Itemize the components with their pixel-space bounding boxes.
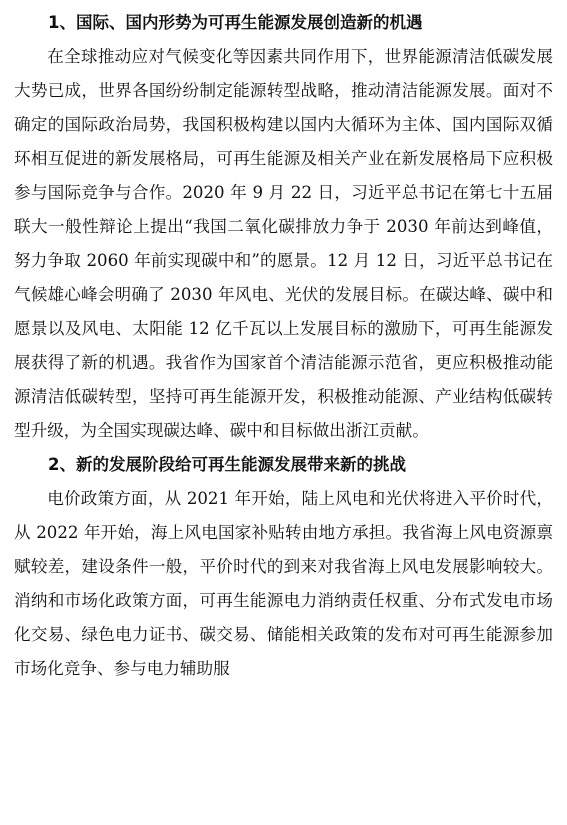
section-opportunities (14, 6, 553, 448)
section-paragraph: 在全球推动应对气候变化等因素共同作用下，世界能源清洁低碳发展大势已成，世界各国纷纷制定能源转型战略，推动清洁能源发展。面对不确定的国际政治局势，我国积极构建以国内大循环为主体、国内国际双循环相互促进的新发展格局，可再生能源及相关产业在新发展格局下应积极参与国际竞争与合作。2020 年 9 月 22 日，习近平总书记在第七十五届联大一般性辩论上提出“我国二氧化碳排放力争于 2030 年前达到峰值，努力争取 2060 年前实现碳中和”的愿景。12 月 12 日，习近平总书记在气候雄心峰会明确了 2030 年风电、光伏的发展目标。在碳达峰、碳中和愿景以及风电、太阳能 12 亿千瓦以上发展目标的激励下，可再生能源发展获得了新的机遇。我省作为国家首个清洁能源示范省，更应积极推动能源清洁低碳转型，坚持可再生能源开发，积极推动能源、产业结构低碳转型升级，为全国实现碳达峰、碳中和目标做出浙江贡献。 (14, 47, 553, 440)
section-paragraph: 电价政策方面，从 2021 年开始，陆上风电和光伏将进入平价时代，从 2022 年开始，海上风电国家补贴转由地方承担。我省海上风电资源禀赋较差，建设条件一般，平价时代的到来对我省海上风电发展影响较大。消纳和市场化政策方面，可再生能源电力消纳责任权重、分布式发电市场化交易、绿色电力证书、碳交易、储能相关政策的发布对可再生能源参加市场化竞争、参与电力辅助服 (14, 489, 553, 678)
section-challenges (14, 448, 553, 686)
section-heading: 1、国际、国内形势为可再生能源发展创造新的机遇 (48, 13, 423, 32)
section-heading: 2、新的发展阶段给可再生能源发展带来新的挑战 (48, 455, 406, 474)
